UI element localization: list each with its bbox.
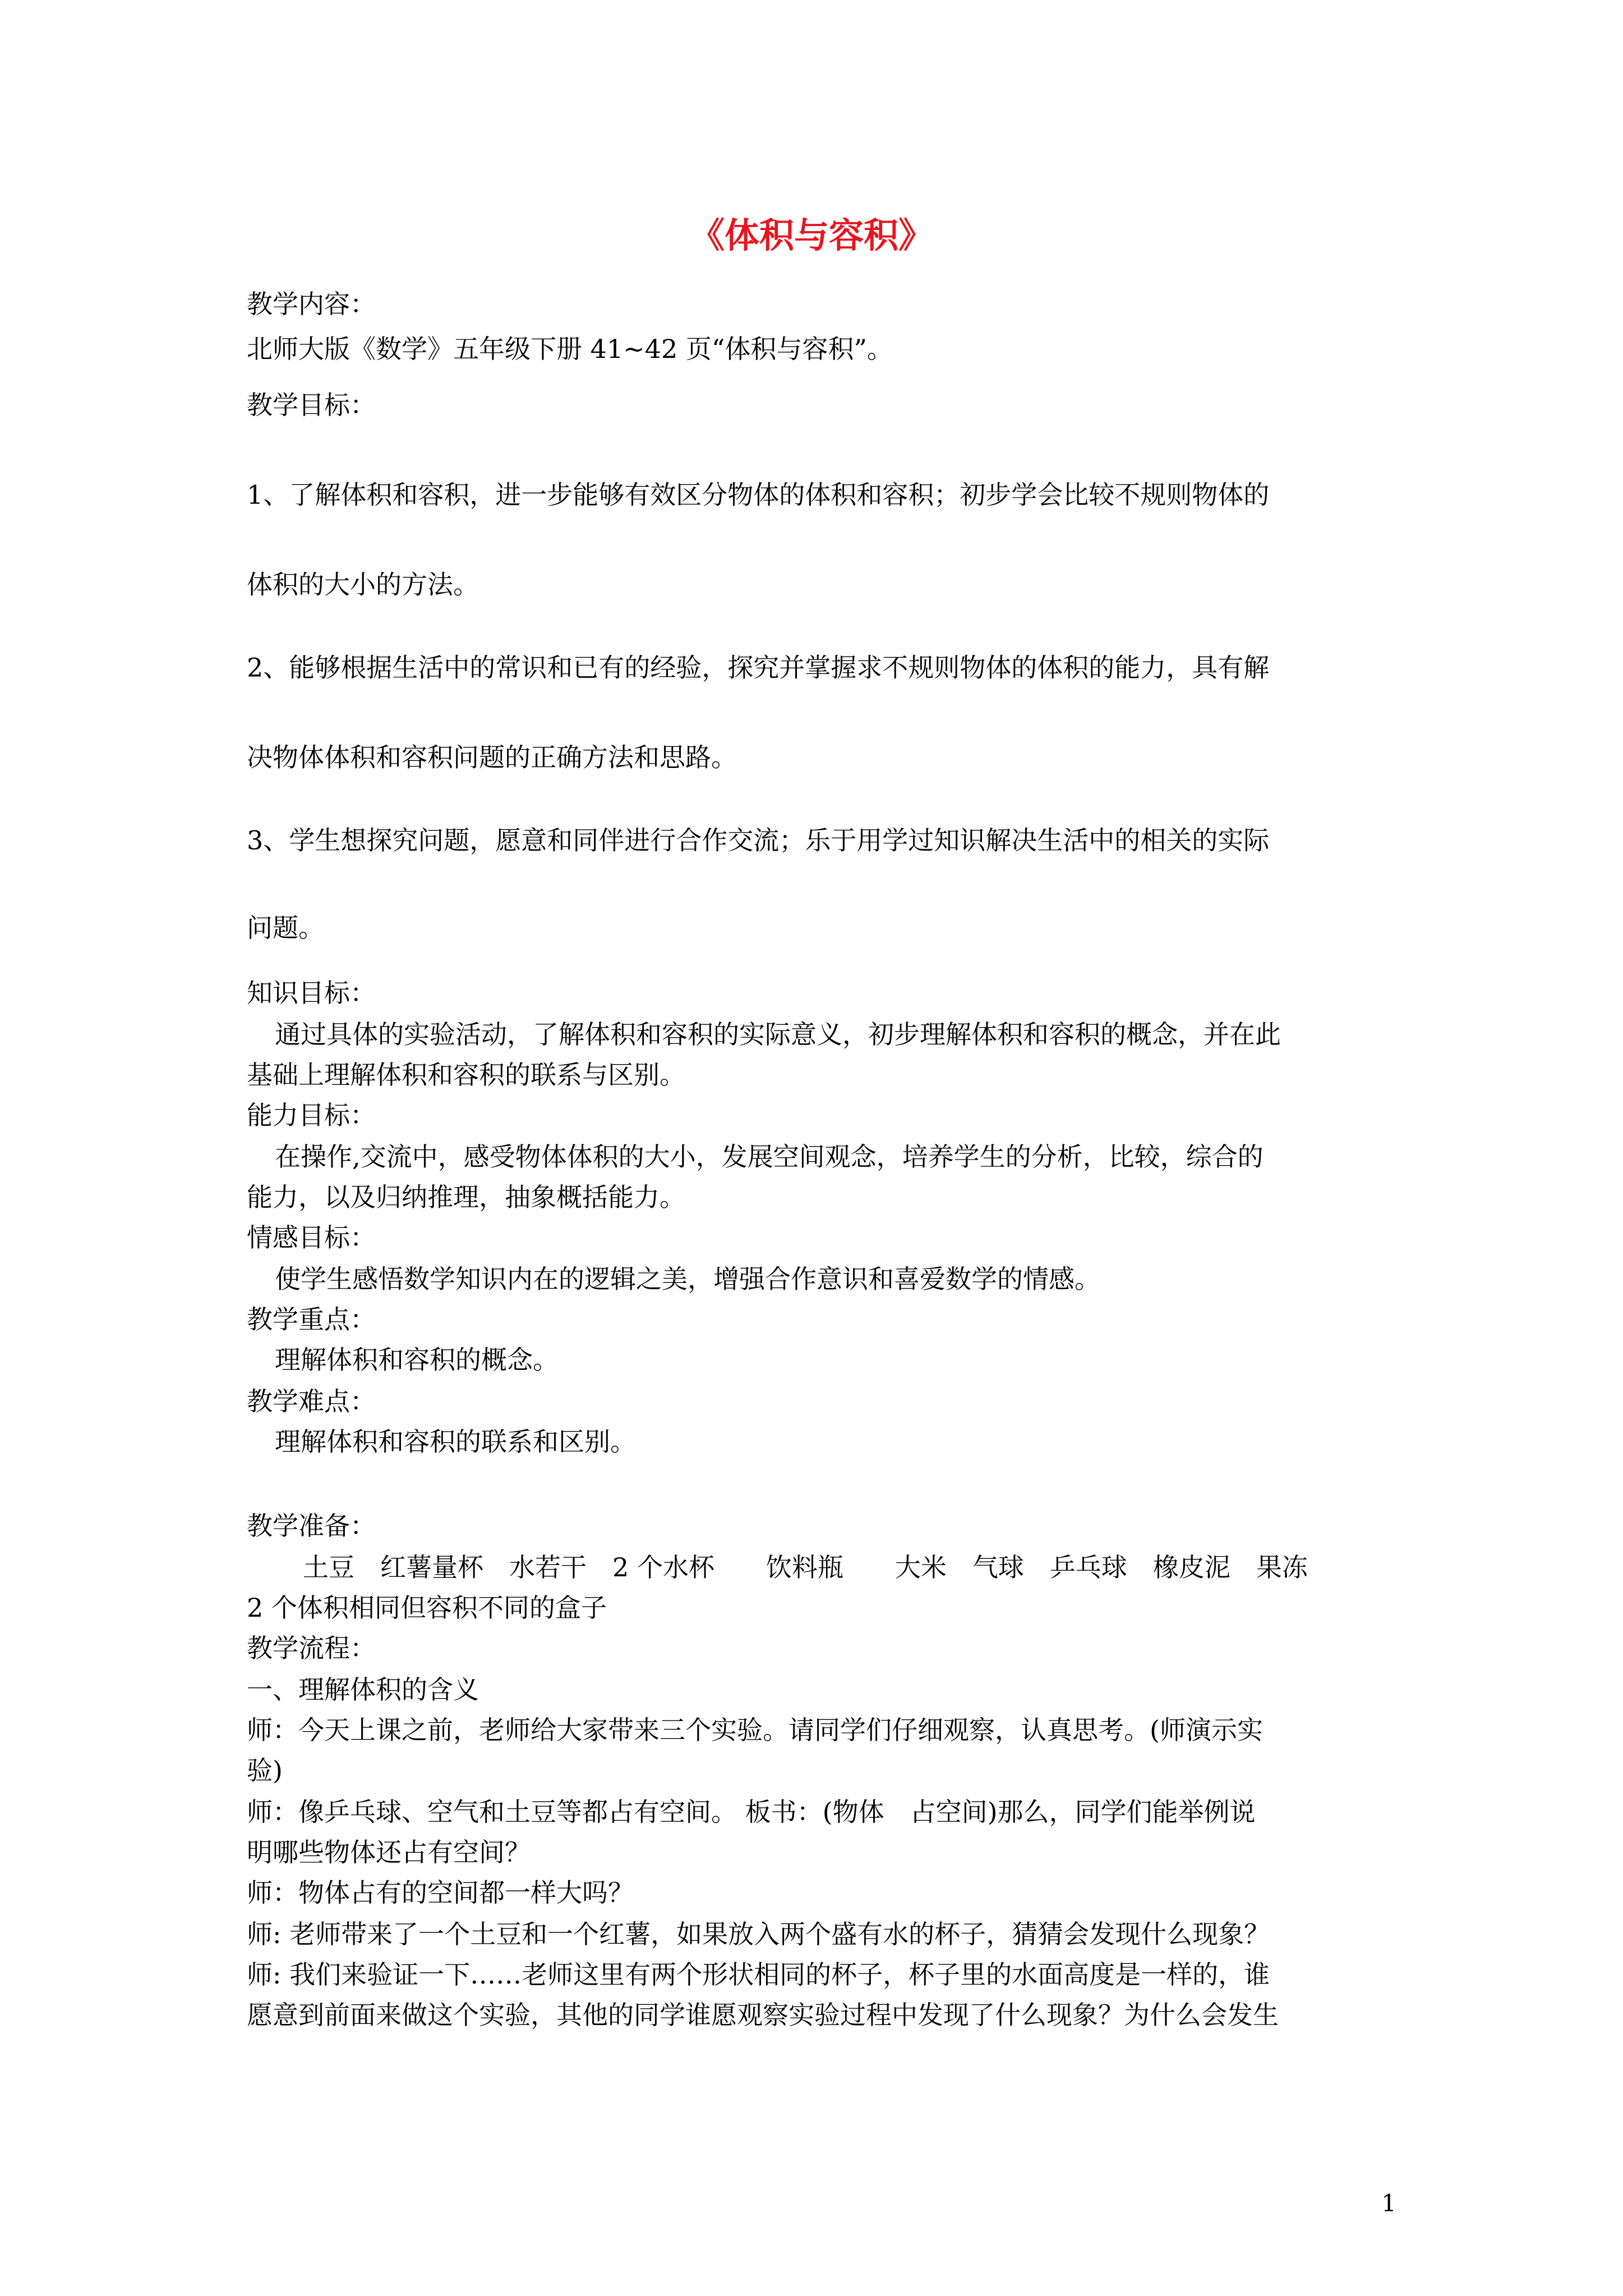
- key-point-text: 理解体积和容积的概念。: [275, 1345, 559, 1375]
- knowledge-text-line-2: 基础上理解体积和容积的联系与区别。: [247, 1060, 685, 1090]
- preparation-items-continued: 2 个体积相同但容积不同的盒子: [247, 1593, 607, 1623]
- dialogue-line-1: 师：今天上课之前，老师给大家带来三个实验。请同学们仔细观察，认真思考。(师演示实: [247, 1715, 1263, 1745]
- dialogue-line-4: 师: 老师带来了一个土豆和一个红薯，如果放入两个盛有水的杯子，猜猜会发现什么现象？: [247, 1919, 1270, 1949]
- page-number: 1: [1381, 2189, 1396, 2217]
- objective-1-line-1: 1、了解体积和容积，进一步能够有效区分物体的体积和容积；初步学会比较不规则物体的: [247, 480, 1270, 510]
- dialogue-line-2-continued: 明哪些物体还占有空间？: [247, 1837, 531, 1867]
- section-heading-content: 教学内容：: [247, 289, 376, 319]
- dialogue-line-5-continued: 愿意到前面来做这个实验，其他的同学谁愿观察实验过程中发现了什么现象？为什么会发生: [247, 2000, 1279, 2030]
- knowledge-text-line-1: 通过具体的实验活动，了解体积和容积的实际意义，初步理解体积和容积的概念，并在此: [275, 1019, 1281, 1050]
- section-heading-knowledge: 知识目标：: [247, 978, 376, 1008]
- dialogue-line-5: 师: 我们来验证一下……老师这里有两个形状相同的杯子，杯子里的水面高度是一样的，谁: [247, 1959, 1270, 1990]
- section-heading-emotion: 情感目标：: [247, 1222, 376, 1253]
- section-heading-difficulty: 教学难点：: [247, 1386, 376, 1416]
- emotion-text: 使学生感悟数学知识内在的逻辑之美，增强合作意识和喜爱数学的情感。: [275, 1264, 1100, 1294]
- objective-2-line-2: 决物体体积和容积问题的正确方法和思路。: [247, 742, 737, 772]
- preparation-items: 土豆 红薯量杯 水若干 2 个水杯 饮料瓶 大米 气球 乒乓球 橡皮泥 果冻: [303, 1552, 1308, 1582]
- section-heading-preparation: 教学准备：: [247, 1511, 376, 1541]
- objective-3-line-1: 3、学生想探究问题，愿意和同伴进行合作交流；乐于用学过知识解决生活中的相关的实际: [247, 825, 1270, 855]
- objective-3-line-2: 问题。: [247, 913, 324, 943]
- dialogue-line-1-continued: 验): [247, 1755, 283, 1786]
- objective-1-line-2: 体积的大小的方法。: [247, 569, 479, 600]
- section-heading-objectives: 教学目标：: [247, 390, 376, 420]
- ability-text-line-2: 能力，以及归纳推理，抽象概括能力。: [247, 1182, 685, 1212]
- dialogue-line-3: 师：物体占有的空间都一样大吗？: [247, 1878, 634, 1908]
- process-step-1-heading: 一、理解体积的含义: [247, 1674, 479, 1705]
- section-heading-process: 教学流程：: [247, 1633, 376, 1663]
- section-heading-key-point: 教学重点：: [247, 1304, 376, 1335]
- dialogue-line-2: 师：像乒乓球、空气和土豆等都占有空间。 板书：(物体 占空间)那么，同学们能举例说: [247, 1797, 1256, 1827]
- document-title: 《体积与容积》: [689, 215, 933, 256]
- ability-text-line-1: 在操作,交流中，感受物体体积的大小，发展空间观念，培养学生的分析，比较，综合的: [275, 1142, 1264, 1172]
- difficulty-text: 理解体积和容积的联系和区别。: [275, 1427, 636, 1457]
- section-heading-ability: 能力目标：: [247, 1100, 376, 1130]
- objective-2-line-1: 2、能够根据生活中的常识和已有的经验，探究并掌握求不规则物体的体积的能力，具有解: [247, 652, 1270, 683]
- content-text: 北师大版《数学》五年级下册 41~42 页“体积与容积”。: [247, 334, 893, 364]
